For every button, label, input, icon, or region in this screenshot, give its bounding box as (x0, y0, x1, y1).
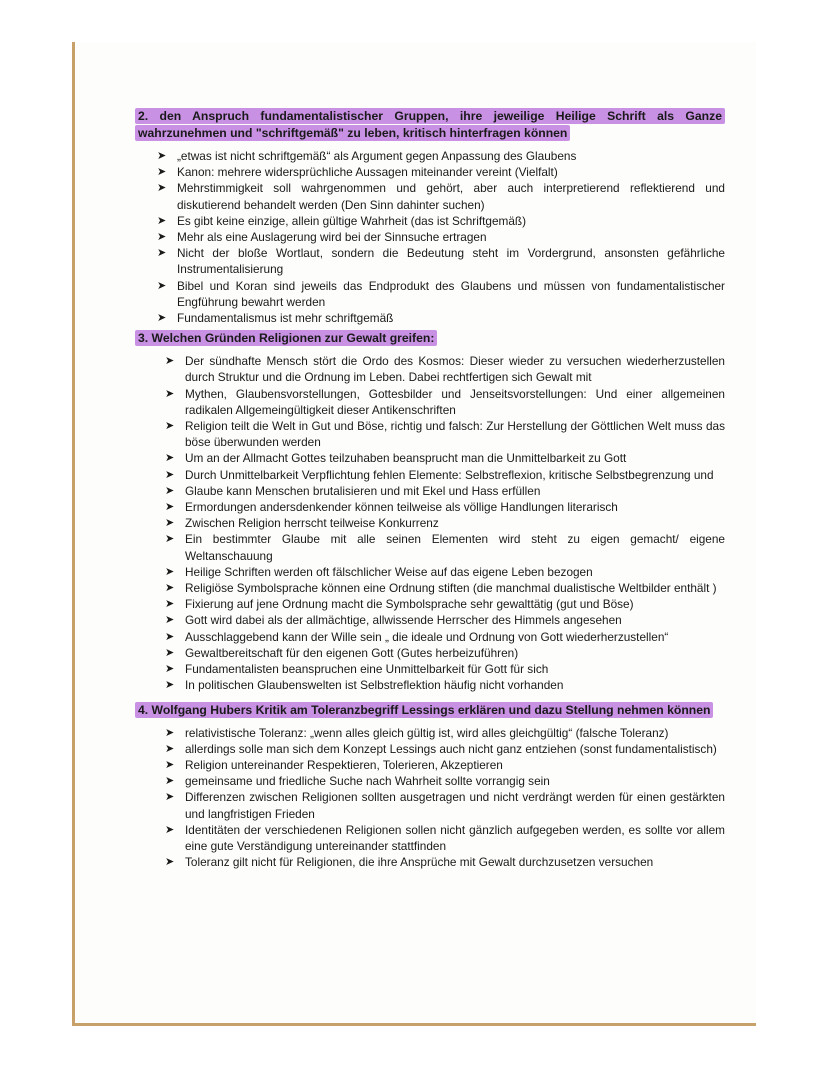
section-heading (135, 330, 725, 347)
arrow-bullet-icon: ➤ (165, 630, 175, 643)
list-item-text: Fundamentalisten beanspruchen eine Unmittelbarkeit für Gott für sich (185, 662, 549, 677)
section-3 (135, 330, 725, 693)
list-item (135, 596, 725, 612)
list-item (135, 418, 725, 450)
list-item (135, 386, 725, 418)
list-item-text: Differenzen zwischen Religionen sollten ausgetragen und nicht verdrängt werden für einen gestärkten und langfristigen Frieden (185, 790, 725, 821)
arrow-bullet-icon: ➤ (165, 679, 175, 692)
list-item (135, 278, 725, 310)
highlighted-heading-text: 4. Wolfgang Hubers Kritik am Toleranzbegriff Lessings erklären und dazu Stellung nehmen können (135, 702, 713, 718)
list-item-text: Toleranz gilt nicht für Religionen, die ihre Ansprüche mit Gewalt durchzusetzen versuchen (185, 855, 654, 870)
arrow-bullet-icon: ➤ (165, 565, 175, 578)
list-item (135, 213, 725, 229)
list-item (135, 353, 725, 385)
list-item-text: gemeinsame und friedliche Suche nach Wahrheit sollte vorrangig sein (185, 774, 550, 789)
arrow-bullet-icon: ➤ (165, 598, 175, 611)
arrow-bullet-icon: ➤ (165, 533, 175, 546)
list-item (135, 180, 725, 212)
list-item-text: Gott wird dabei als der allmächtige, allwissende Herrscher des Himmels angesehen (185, 613, 622, 628)
list-item (135, 822, 725, 854)
section-heading (135, 108, 725, 142)
bullet-list (135, 353, 725, 693)
arrow-bullet-icon: ➤ (165, 582, 175, 595)
list-item-text: Religion untereinander Respektieren, Tolerieren, Akzeptieren (185, 757, 503, 772)
arrow-bullet-icon: ➤ (165, 614, 175, 627)
section-heading (135, 702, 725, 719)
paper-sheet (72, 42, 756, 1026)
arrow-bullet-icon: ➤ (157, 231, 167, 244)
arrow-bullet-icon: ➤ (165, 758, 175, 771)
list-item (135, 564, 725, 580)
list-item-text: Fundamentalismus ist mehr schriftgemäß (177, 311, 394, 326)
list-item (135, 148, 725, 164)
arrow-bullet-icon: ➤ (157, 279, 167, 292)
list-item-text: Fixierung auf jene Ordnung macht die Symbolsprache sehr gewalttätig (gut und Böse) (185, 597, 634, 612)
list-item (135, 757, 725, 773)
list-item (135, 629, 725, 645)
arrow-bullet-icon: ➤ (165, 452, 175, 465)
arrow-bullet-icon: ➤ (165, 484, 175, 497)
list-item-text: Der sündhafte Mensch stört die Ordo des Kosmos: Dieser wieder zu versuchen wiederherzustellen durch Struktur und die Ordnung im Leben. Dabei rechtfertigen sich Gewalt mit (185, 354, 725, 385)
list-item (135, 645, 725, 661)
list-item (135, 310, 725, 326)
list-item (135, 483, 725, 499)
arrow-bullet-icon: ➤ (165, 856, 175, 869)
list-item-text: Heilige Schriften werden oft fälschlicher Weise auf das eigene Leben bezogen (185, 564, 593, 579)
list-item (135, 467, 725, 483)
arrow-bullet-icon: ➤ (165, 355, 175, 368)
list-item (135, 515, 725, 531)
list-item-text: Religiöse Symbolsprache können eine Ordnung stiften (die manchmal dualistische Weltbilder enthält ) (185, 581, 717, 596)
section-2 (135, 108, 725, 326)
list-item-text: Mythen, Glaubensvorstellungen, Gottesbilder und Jenseitsvorstellungen: Und einer allgemeinen radikalen Allgemeingültigkeit dieser Antikenschriften (185, 386, 725, 417)
bullet-list (135, 148, 725, 326)
section-4 (135, 702, 725, 871)
arrow-bullet-icon: ➤ (157, 166, 167, 179)
list-item-text: Religion teilt die Welt in Gut und Böse, richtig und falsch: Zur Herstellung der Göttlichen Welt muss das böse überwunden werden (185, 419, 725, 450)
list-item (135, 677, 725, 693)
arrow-bullet-icon: ➤ (157, 312, 167, 325)
arrow-bullet-icon: ➤ (165, 775, 175, 788)
list-item-text: Ausschlaggebend kann der Wille sein „ die ideale und Ordnung von Gott wiederherzustellen“ (185, 629, 669, 644)
list-item (135, 854, 725, 870)
arrow-bullet-icon: ➤ (165, 387, 175, 400)
arrow-bullet-icon: ➤ (165, 726, 175, 739)
list-item-text: Nicht der bloße Wortlaut, sondern die Bedeutung steht im Vordergrund, ansonsten gefährliche Instrumentalisierung (177, 246, 725, 277)
arrow-bullet-icon: ➤ (157, 182, 167, 195)
arrow-bullet-icon: ➤ (157, 150, 167, 162)
arrow-bullet-icon: ➤ (165, 501, 175, 514)
arrow-bullet-icon: ➤ (157, 214, 167, 227)
list-item-text: „etwas ist nicht schriftgemäß“ als Argument gegen Anpassung des Glaubens (177, 149, 577, 163)
list-item (135, 164, 725, 180)
list-item (135, 741, 725, 757)
list-item (135, 612, 725, 628)
list-item-text: Durch Unmittelbarkeit Verpflichtung fehlen Elemente: Selbstreflexion, kritische Selbstbegrenzung und (185, 467, 714, 482)
arrow-bullet-icon: ➤ (165, 646, 175, 659)
list-item-text: allerdings solle man sich dem Konzept Lessings auch nicht ganz entziehen (sonst fundamentalistisch) (185, 741, 717, 756)
list-item (135, 229, 725, 245)
arrow-bullet-icon: ➤ (165, 420, 175, 433)
list-item-text: Gewaltbereitschaft für den eigenen Gott (Gutes herbeizuführen) (185, 645, 519, 660)
arrow-bullet-icon: ➤ (165, 791, 175, 804)
list-item-text: Mehrstimmigkeit soll wahrgenommen und gehört, aber auch interpretierend reflektierend und diskutierend behandelt werden (Den Sinn dahinter suchen) (177, 181, 725, 212)
list-item (135, 773, 725, 789)
arrow-bullet-icon: ➤ (165, 742, 175, 755)
list-item-text: Bibel und Koran sind jeweils das Endprodukt des Glaubens und müssen von fundamentalistischer Engführung bewahrt werden (177, 278, 725, 309)
list-item (135, 725, 725, 741)
list-item (135, 661, 725, 677)
list-item (135, 580, 725, 596)
highlighted-heading-text: 2. den Anspruch fundamentalistischer Gruppen, ihre jeweilige Heilige Schrift als Ganze wahrzunehmen und "schriftgemäß" zu leben, kritisch hinterfragen können (135, 108, 725, 141)
list-item (135, 499, 725, 515)
list-item-text: Es gibt keine einzige, allein gültige Wahrheit (das ist Schriftgemäß) (177, 213, 527, 228)
list-item-text: In politischen Glaubenswelten ist Selbstreflektion häufig nicht vorhanden (185, 678, 564, 693)
arrow-bullet-icon: ➤ (157, 247, 167, 260)
list-item-text: Ein bestimmter Glaube mit alle seinen Elementen wird steht zu eigen gemacht/ eigene Weltanschauung (185, 532, 725, 563)
list-item (135, 245, 725, 277)
arrow-bullet-icon: ➤ (165, 468, 175, 481)
arrow-bullet-icon: ➤ (165, 663, 175, 676)
list-item-text: Identitäten der verschiedenen Religionen sollen nicht gänzlich aufgegeben werden, es sollte vor allem eine gute Verständigung untereinander stattfinden (185, 822, 725, 853)
list-item (135, 531, 725, 563)
list-item-text: Mehr als eine Auslagerung wird bei der Sinnsuche ertragen (177, 230, 487, 245)
document-content (135, 108, 725, 870)
arrow-bullet-icon: ➤ (165, 517, 175, 530)
highlighted-heading-text: 3. Welchen Gründen Religionen zur Gewalt greifen: (135, 330, 437, 346)
list-item-text: Glaube kann Menschen brutalisieren und mit Ekel und Hass erfüllen (185, 483, 541, 498)
arrow-bullet-icon: ➤ (165, 823, 175, 836)
list-item (135, 450, 725, 466)
list-item-text: Um an der Allmacht Gottes teilzuhaben beansprucht man die Unmittelbarkeit zu Gott (185, 451, 627, 466)
list-item (135, 789, 725, 821)
list-item-text: relativistische Toleranz: „wenn alles gleich gültig ist, wird alles gleichgültig“ (falsche Toleranz) (185, 725, 669, 740)
list-item-text: Ermordungen andersdenkender können teilweise als völlige Handlungen literarisch (185, 500, 618, 515)
list-item-text: Zwischen Religion herrscht teilweise Konkurrenz (185, 516, 439, 531)
bullet-list (135, 725, 725, 871)
list-item-text: Kanon: mehrere widersprüchliche Aussagen miteinander vereint (Vielfalt) (177, 165, 558, 180)
